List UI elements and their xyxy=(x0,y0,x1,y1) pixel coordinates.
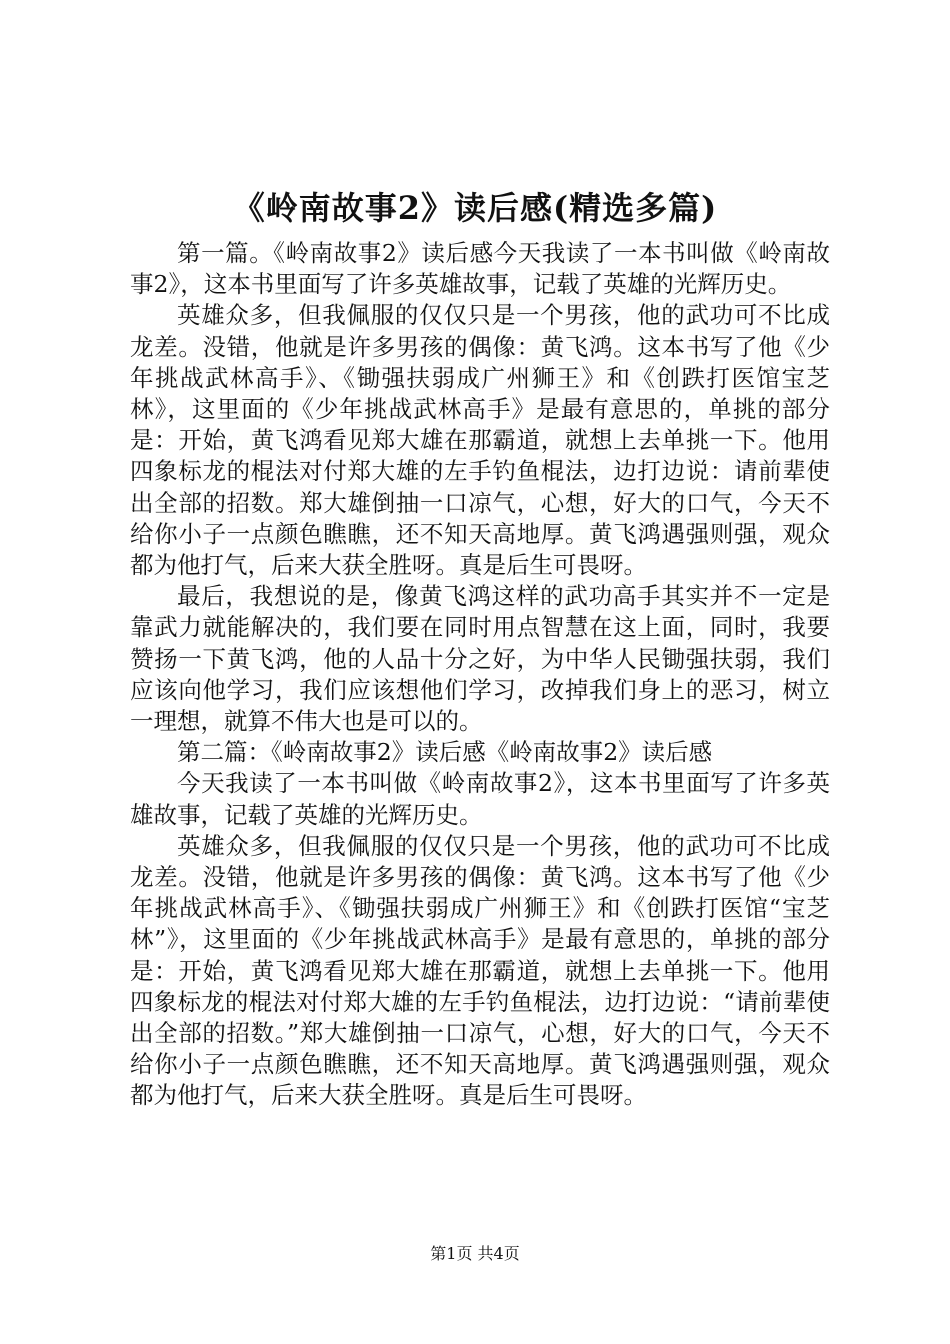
paragraph: 今天我读了一本书叫做《岭南故事2》，这本书里面写了许多英雄故事，记载了英雄的光辉历史。 xyxy=(130,769,830,829)
document-title: 《岭南故事2》读后感(精选多篇) xyxy=(232,189,718,227)
paragraph: 英雄众多，但我佩服的仅仅只是一个男孩，他的武功可不比成龙差。没错，他就是许多男孩的偶像：黄飞鸿。这本书写了他《少年挑战武林高手》、《锄强扶弱成广州狮王》和《创跌打医馆宝芝林》，这里面的《少年挑战武林高手》是最有意思的，单挑的部分是：开始，黄飞鸿看见郑大雄在那霸道，就想上去单挑一下。他用四象标龙的棍法对付郑大雄的左手钓鱼棍法，边打边说：请前辈使出全部的招数。郑大雄倒抽一口凉气，心想，好大的口气，今天不给你小子一点颜色瞧瞧，还不知天高地厚。黄飞鸿遇强则强，观众都为他打气，后来大获全胜呀。真是后生可畏呀。 xyxy=(130,301,830,580)
paragraph: 英雄众多，但我佩服的仅仅只是一个男孩，他的武功可不比成龙差。没错，他就是许多男孩的偶像：黄飞鸿。这本书写了他《少年挑战武林高手》、《锄强扶弱成广州狮王》和《创跌打医馆“宝芝林”》，这里面的《少年挑战武林高手》是最有意思的，单挑的部分是：开始，黄飞鸿看见郑大雄在那霸道，就想上去单挑一下。他用四象标龙的棍法对付郑大雄的左手钓鱼棍法，边打边说：“请前辈使出全部的招数。”郑大雄倒抽一口凉气，心想，好大的口气，今天不给你小子一点颜色瞧瞧，还不知天高地厚。黄飞鸿遇强则强，观众都为他打气，后来大获全胜呀。真是后生可畏呀。 xyxy=(130,831,830,1110)
page-number-footer: 第1页 共4页 xyxy=(430,1244,520,1263)
paragraph: 第一篇。《岭南故事2》读后感今天我读了一本书叫做《岭南故事2》，这本书里面写了许多英雄故事，记载了英雄的光辉历史。 xyxy=(130,239,830,299)
document-body xyxy=(130,238,830,1112)
paragraph: 最后，我想说的是，像黄飞鸿这样的武功高手其实并不一定是靠武力就能解决的，我们要在同时用点智慧在这上面，同时，我要赞扬一下黄飞鸿，他的人品十分之好，为中华人民锄强扶弱，我们应该向他学习，我们应该想他们学习，改掉我们身上的恶习，树立一理想，就算不伟大也是可以的。 xyxy=(130,582,830,736)
paragraph: 第二篇：《岭南故事2》读后感《岭南故事2》读后感 xyxy=(177,738,713,767)
